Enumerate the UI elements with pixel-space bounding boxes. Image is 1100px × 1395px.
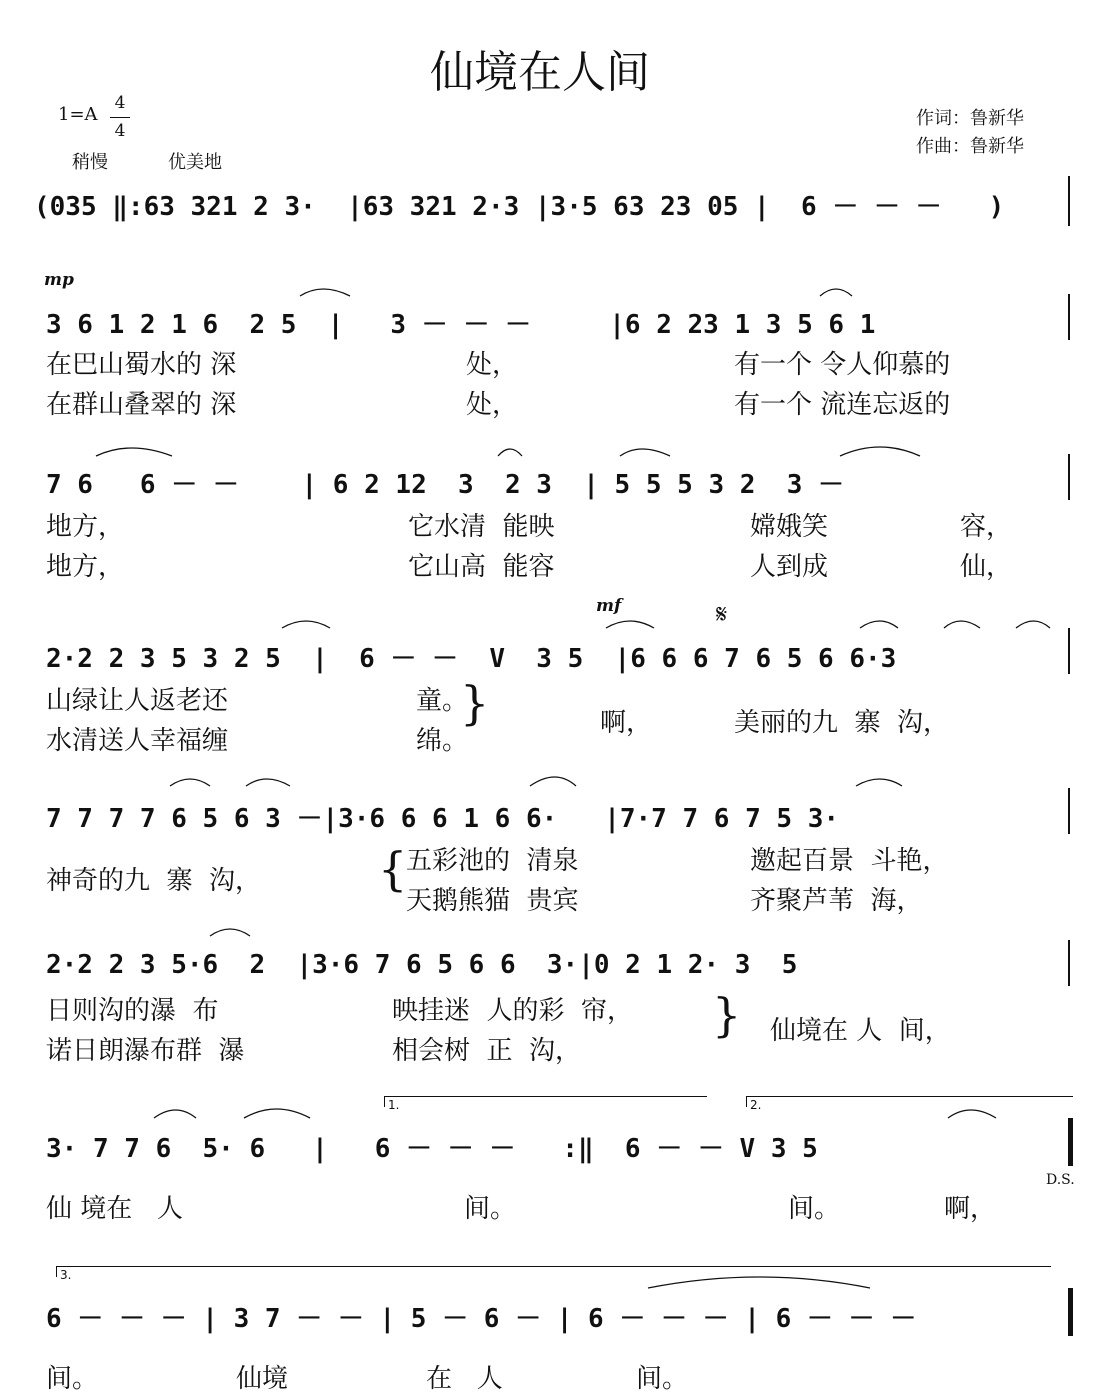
lyric-r2-v2b: 处， (466, 390, 519, 420)
lyric-r3-v2d: 仙， (960, 552, 1013, 582)
notation-row-7: 3· 7 7 6 5· 6 | 6 － － － :‖ 6 － － V 3 5 (46, 1134, 818, 1164)
slur (606, 621, 654, 628)
slur (96, 448, 172, 456)
slur (246, 779, 290, 786)
notation-row-1: (035 ‖:63 321 2 3· |63 321 2·3 |3·5 63 23 05 | 6 － － － ) (34, 192, 1005, 222)
verse-brace-right-r6: } (712, 988, 742, 1042)
composer-credit: 作曲：鲁新华 (916, 136, 1024, 157)
notation-row-6: 2·2 2 3 5·6 2 |3·6 7 6 5 6 6 3·|0 2 1 2· 3 5 (46, 950, 798, 980)
expression-marking: 优美地 (168, 152, 222, 173)
lyric-r4-v1b: 童。 (416, 686, 469, 716)
slur (170, 779, 210, 786)
slur (244, 1109, 310, 1118)
time-signature-top: 4 (114, 93, 126, 113)
lyric-r8-d: 间。 (636, 1364, 689, 1394)
slur (1016, 621, 1050, 628)
lyric-r5-v2b: 天鹅熊猫 贵宾 (406, 886, 579, 916)
lyric-r6-v2b: 相会树 正 沟， (392, 1036, 582, 1066)
lyric-r5-v1b: 五彩池的 清泉 (406, 846, 579, 876)
slur (860, 621, 898, 628)
slur (300, 289, 350, 296)
lyric-r5-v1c: 邀起百景 斗艳， (750, 846, 949, 876)
lyric-r3-v2c: 人到成 (750, 552, 829, 582)
song-title: 仙境在人间 (430, 47, 650, 98)
slur (282, 621, 330, 628)
volta-label-2: 2. (750, 1098, 762, 1112)
lyric-r7-b: 间。 (464, 1194, 517, 1224)
tempo-marking: 稍慢 (72, 152, 108, 173)
verse-brace-left-r5: { (378, 842, 408, 896)
slur (840, 447, 920, 456)
slur (944, 621, 980, 628)
lyric-r2-v1: 在巴山蜀水的 深 (46, 350, 237, 380)
lyric-r6-c: 仙境在 人 间， (770, 1016, 951, 1046)
slur (210, 929, 250, 936)
key-signature: 1=A (58, 104, 98, 125)
lyric-r3-v2a: 地方， (46, 552, 125, 582)
volta-label-3: 3. (60, 1268, 72, 1282)
lyric-r7-c: 间。 (788, 1194, 841, 1224)
notation-row-8: 6 － － － | 3 7 － － | 5 － 6 － | 6 － － － | 6 － － － (46, 1304, 917, 1334)
lyric-r6-v1a: 日则沟的瀑 布 (46, 996, 219, 1026)
segno-sign: 𝄋 (716, 600, 728, 630)
dal-segno-mark: D.S. (1046, 1172, 1075, 1188)
slur (856, 779, 902, 786)
slur (620, 449, 670, 456)
lyric-r3-v2b: 它山高 能容 (408, 552, 555, 582)
notation-row-2: 3 6 1 2 1 6 2 5 | 3 － － － |6 2 23 1 3 5 6 1 (46, 310, 876, 340)
dynamic-mp: mp (44, 270, 74, 290)
lyric-r2-v1b: 处， (466, 350, 519, 380)
notation-row-5: 7 7 7 7 6 5 6 3 －|3·6 6 6 1 6 6· |7·7 7 6 7 5 3· (46, 804, 840, 834)
lyricist-credit: 作词：鲁新华 (916, 108, 1024, 129)
slur (498, 449, 522, 456)
notation-row-3: 7 6 6 － － | 6 2 12 3 2 3 | 5 5 5 3 2 3 － (46, 470, 845, 500)
lyric-r8-a: 间。 (46, 1364, 99, 1394)
lyric-r8-c: 在 人 (426, 1364, 503, 1394)
dynamic-mf: mf (596, 596, 622, 616)
slur (530, 777, 576, 786)
lyric-r3-v1d: 容， (960, 512, 1013, 542)
lyric-r2-v2: 在群山叠翠的 深 (46, 390, 237, 420)
lyric-r4-v2a: 水清送人幸福缠 (46, 726, 229, 756)
lyric-r6-v2a: 诺日朗瀑布群 瀑 (46, 1036, 245, 1066)
slur (154, 1110, 196, 1118)
lyric-r4-d: 美丽的九 寨 沟， (734, 708, 950, 738)
lyric-r3-v1b: 它水清 能映 (408, 512, 555, 542)
lyric-r7-a: 仙 境在 人 (46, 1194, 184, 1224)
slur (648, 1277, 870, 1288)
slur (948, 1110, 996, 1118)
lyric-r3-v1c: 嫦娥笑 (750, 512, 829, 542)
lyric-r4-c: 啊， (600, 708, 653, 738)
volta-label-1: 1. (388, 1098, 400, 1112)
time-signature-bottom: 4 (114, 121, 126, 141)
lyric-r6-v1b: 映挂迷 人的彩 帘， (392, 996, 634, 1026)
lyric-r5-a: 神奇的九 寨 沟， (46, 866, 262, 896)
notation-row-4: 2·2 2 3 5 3 2 5 | 6 － － V 3 5 |6 6 6 7 6 5 6 6·3 (46, 644, 897, 674)
lyric-r2-v1c: 有一个 令人仰慕的 (734, 350, 951, 380)
lyric-r7-d: 啊， (944, 1194, 997, 1224)
lyric-r5-v2c: 齐聚芦苇 海， (750, 886, 923, 916)
lyric-r4-v1a: 山绿让人返老还 (46, 686, 229, 716)
slur (820, 289, 852, 296)
lyric-r8-b: 仙境 (236, 1364, 289, 1394)
lyric-r3-v1a: 地方， (46, 512, 125, 542)
lyric-r4-v2b: 绵。 (416, 726, 469, 756)
lyric-r2-v2c: 有一个 流连忘返的 (734, 390, 951, 420)
verse-brace-right-r4: } (460, 676, 490, 730)
